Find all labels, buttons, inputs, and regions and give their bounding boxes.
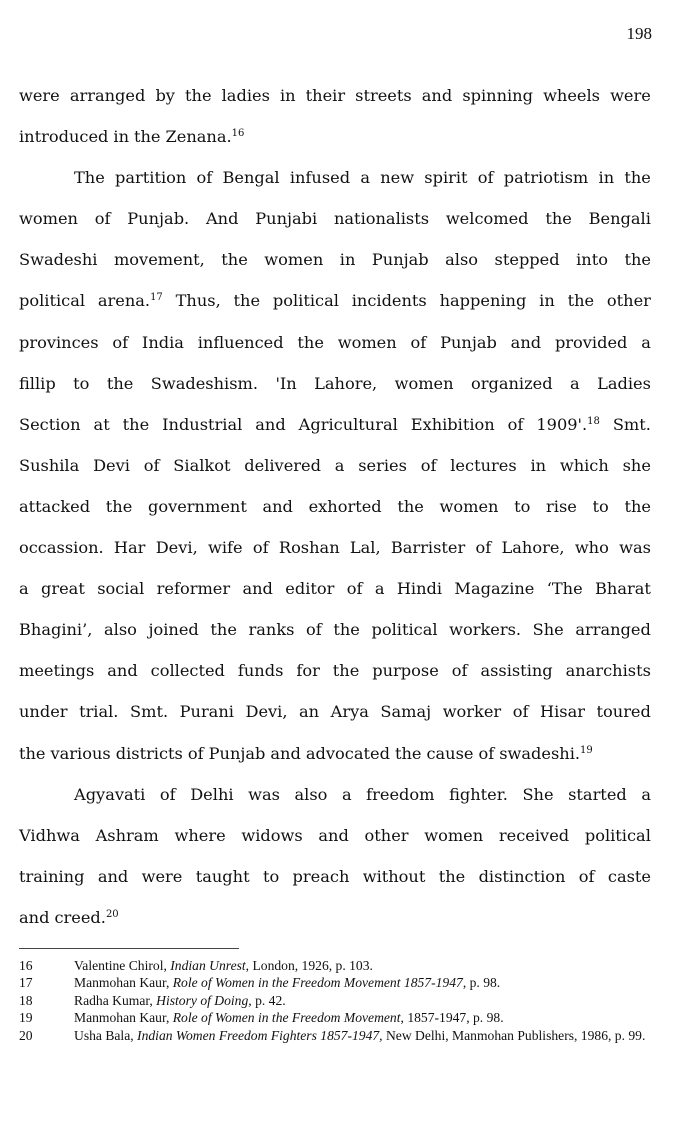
footnote-number: 16 (19, 958, 33, 973)
text-line: Swadeshi movement, the women in Punjab also stepped into the (19, 250, 651, 270)
footnote-text: Manmohan Kaur, Role of Women in the Freedom Movement 1857-1947, p. 98. (74, 975, 501, 991)
footnote-separator (19, 948, 239, 949)
text-line: Agyavati of Delhi was also a freedom fighter. She started a (74, 784, 651, 804)
footnote-number: 20 (19, 1027, 33, 1043)
text-line: the various districts of Punjab and advocated the cause of swadeshi.$^{19}$ (19, 743, 593, 763)
text-line: training and were taught to preach without the distinction of caste (19, 866, 651, 886)
footnote-16 (19, 957, 659, 974)
text-line: under trial. Smt. Purani Devi, an Arya Samaj worker of Hisar toured (19, 702, 651, 722)
text-line: meetings and collected funds for the purpose of assisting anarchists (19, 661, 651, 681)
text-line: introduced in the Zenana.$^{16}$ (19, 127, 245, 147)
footnote-number: 17 (19, 975, 33, 991)
text-line: Vidhwa Ashram where widows and other women received political (19, 825, 651, 845)
text-line: political arena.$^{17}$ Thus, the political incidents happening in the other (19, 291, 651, 311)
text-line: were arranged by the ladies in their streets and spinning wheels were (19, 86, 651, 105)
text-line: women of Punjab. And Punjabi nationalists welcomed the Bengali (19, 209, 651, 229)
text-line: a great social reformer and editor of a Hindi Magazine ‘The Bharat (19, 579, 651, 599)
footnote-ref: 20 (105, 908, 119, 920)
page-number: 198 (626, 24, 652, 43)
footnote-text: Valentine Chirol, Indian Unrest, London, 1926, p. 103. (74, 958, 373, 973)
footnote-19 (19, 1009, 659, 1026)
footnote-number: 19 (19, 1010, 33, 1026)
text-line: occassion. Har Devi, wife of Roshan Lal, Barrister of Lahore, who was (19, 538, 651, 558)
footnote-ref: 17 (150, 292, 163, 304)
footnote-text: Usha Bala, Indian Women Freedom Fighters 1857-1947, New Delhi, Manmohan Publishers, 1986, p. 99. (74, 1027, 646, 1043)
footnote-number: 18 (19, 992, 33, 1008)
body-text (19, 80, 651, 943)
text-line: provinces of India influenced the women of Punjab and provided a (19, 332, 651, 352)
text-line: and creed.$^{20}$ (19, 907, 119, 927)
footnote-18 (19, 992, 659, 1009)
footnote-17 (19, 974, 659, 991)
text-line: Section at the Industrial and Agricultural Exhibition of 1909'.$^{18}$ Smt. (19, 414, 651, 434)
footnote-text: Manmohan Kaur, Role of Women in the Freedom Movement, 1857-1947, p. 98. (74, 1010, 504, 1026)
footnote-ref: 19 (580, 744, 593, 756)
text-line: Bhagini’, also joined the ranks of the political workers. She arranged (19, 620, 651, 640)
text-line: attacked the government and exhorted the women to rise to the (19, 496, 651, 516)
footnotes (19, 957, 659, 1044)
text-line: Sushila Devi of Sialkot delivered a series of lectures in which she (19, 455, 651, 475)
text-line: The partition of Bengal infused a new spirit of patriotism in the (74, 168, 651, 188)
footnote-20 (19, 1027, 659, 1044)
footnote-ref: 16 (231, 128, 245, 140)
footnote-text: Radha Kumar, History of Doing, p. 42. (74, 992, 286, 1008)
text-line: fillip to the Swadeshism. 'In Lahore, women organized a Ladies (19, 373, 651, 393)
footnote-ref: 18 (587, 415, 600, 427)
